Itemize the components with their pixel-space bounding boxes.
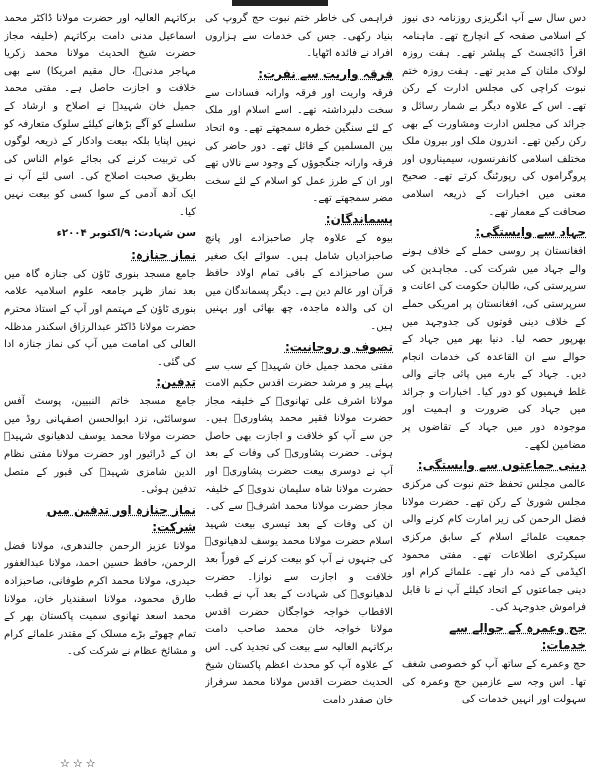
paragraph: فراہمی کی خاطر ختم نبوت حج گروپ کی بنیاد رکھی۔ جس کی خدمات سے ہزاروں افراد نے فائدہ اٹھایا۔ [205,13,393,60]
section-heading: نماز جنازہ: [131,247,196,262]
section-heading: دینی جماعتوں سے وابستگی: [417,458,586,473]
column-middle [205,10,393,762]
section-heading: پسماندگان: [325,211,393,226]
section-heading: حج وعمرہ کے حوالے سے خدمات: [449,621,586,652]
paragraph: فرقہ واریت اور فرقہ وارانہ فسادات سے سخت دلبرداشتہ تھے۔ اسے اسلام اور ملک کے لئے سنگین خطرہ سمجھتے تھے۔ وہ اتحاد بین المسلمین کے قائل تھے۔ دور حاضر کی فرقہ وارانہ جنگجوؤں کے وجود سے نالاں تھے اور ان کے طرز عمل کو اسلام کے لئے سخت مضر سمجھتے تھے۔ [205,87,393,205]
paragraph: عالمی مجلس تحفظ ختم نبوت کی مرکزی مجلس شوریٰ کے رکن تھے۔ حضرت مولانا فضل الرحمن کی زیر امارت کام کرنے والی جمعیت علمائے اسلام کے سابق مرکزی سیکرٹری اطلاعات تھے۔ مفتی محمود اکیڈمی کے ذمہ دار تھے۔ علمائے کرام اور دینی جماعتوں کے اتحاد کیلئے آپ نے نا قابل فراموش جدوجہد کی۔ [402,479,586,614]
paragraph: حج وعمرے کے ساتھ آپ کو خصوصی شغف تھا۔ اس وجہ سے عازمین حج وعمرہ کی سہولت اور انہیں خدمات کی [402,659,586,706]
section-heading: نماز جنازہ اور تدفین میں شرکت: [46,502,196,534]
paragraph: بیوہ کے علاوہ چار صاحبزادے اور پانچ صاحبزادیاں شامل ہیں۔ سوائے ایک صغیر سن صاحبزادے کے باقی تمام اولاد حافظ قرآن اور عالم دین ہے۔ دیگر پسماندگان میں ان کی والدہ ماجدہ، چھ بھائی اور بہنیں ہیں۔ [205,232,393,332]
section-heading: فرقہ واریت سے نفرت: [258,66,393,81]
paragraph: افغانستان پر روسی حملے کے خلاف ہونے والے جہاد میں شرکت کی۔ مجاہدین کی سرپرستی کی، طالبان حکومت کی اعانت و سرپرستی کی، افغانستان پر امریکی حملے کے خلاف دینی قوتوں کی جدوجہد میں بھرپور حصہ لیا۔ دنیا بھر میں جہاد کے حوالے سے ان القاعدہ کی خدمات انجام دیں۔ جہاد کے بارے میں پائی جانے والی غلط فہمیوں کو دور کیا۔ اخبارات و جرائد میں جہاد کی ضرورت و اہمیت اور موجودہ دور میں جہاد کے تقاضوں پر مضامین لکھے۔ [402,246,586,451]
page-top-rule [232,0,328,6]
column-right [402,10,586,762]
paragraph: دس سال سے آپ انگریزی روزنامہ دی نیوز کے اسلامی صفحہ کے انچارج تھے۔ ماہنامہ اقرأ ڈائجسٹ کے پبلشر تھے۔ ہفت روزہ لولاک ملتان کے مدیر تھے۔ ہفت روزہ ختم نبوت کراچی کی مجلس ادارت کے رکن تھے۔ اس کے علاوہ دیگر بے شمار رسائل و جرائد کی مجلس ادارت ومشاورت کے بھی رکن رکین تھے۔ اندرون ملک اور بیرون ملک مختلف اسلامی کانفرنسوں، سیمیناروں اور پروگراموں کی رپورٹنگ کرتے تھے۔ صحیح معنی میں اخبارات کے ذریعہ اسلامی صحافت کے معمار تھے۔ [402,13,586,218]
paragraph: جامع مسجد بنوری ٹاؤن کی جنازہ گاہ میں بعد نماز ظہر جامعہ علوم اسلامیہ علامہ بنوری ٹاؤن کے مہتمم اور آپ کے استاذ محترم حضرت مولانا ڈاکٹر عبدالرزاق اسکندر مدظلہ العالی کی امامت میں آپ کی نماز جنازہ ادا کی گئی۔ [4,268,196,368]
section-heading: تدفین: [156,375,196,390]
end-stars: ☆☆☆ [60,757,99,770]
section-heading: تصوف و روحانیت: [284,339,393,354]
paragraph: مولانا عزیز الرحمن جالندھری، مولانا فضل الرحمن، حافظ حسین احمد، مولانا عبدالغفور حیدری، مولانا محمد اکرم طوفانی، صاحبزادہ طارق محمود، مولانا اسفندیار خان، مولانا محمد اسعد تھانوی سمیت پاکستان بھر کے تمام چھوٹے بڑے مسلک کے مقتدر علمائے کرام و مشائخ عظام نے شرکت کی۔ [4,540,196,658]
paragraph: برکاتہم العالیہ اور حضرت مولانا ڈاکٹر محمد اسماعیل مدنی دامت برکاتہم (خلیفہ مجاز حضرت شیخ الحدیث مولانا محمد زکریا مہاجر مدنیؒ، حال مقیم امریکا) سے بھی خلافت و اجازت حاصل ہے۔ مفتی محمد جمیل خان شہیدؒ نے اصلاح و ارشاد کے سلسلے کو آگے بڑھانے کیلئے سلوک متعارفہ کو نہیں اپنایا بلکہ بیعت وادکار کے ذریعہ لوگوں کی تربیت کرنے کی بجائے عوام الناس کی بطریق صحبت اصلاح کی۔ اسی لئے آپ نے ایک آدھ آدمی کے سوا کسی کو بیعت نہیں کیا۔ [4,13,196,218]
date-line: سن شہادت: ۹/اکتوبر ۲۰۰۴ء [56,228,196,240]
column-left [4,10,196,762]
section-heading: جہاد سے وابستگی: [475,225,586,240]
paragraph: جامع مسجد خاتم النبیین، پوسٹ آفس سوسائٹی، نزد ابوالحسن اصفہانی روڈ میں حضرت مولانا محمد یوسف لدھیانوی شہیدؒ ان کے ڈرائیور اور حضرت مولانا مفتی نظام الدین شامزی شہیدؒ کی قبور کے متصل تدفین ہوئی۔ [4,396,196,496]
paragraph: مفتی محمد جمیل خان شہیدؒ کے سب سے پہلے پیر و مرشد حضرت اقدس حکیم الامت مولانا اشرف علی تھانویؒ کے خلیفہ مجاز حضرت مولانا فقیر محمد پشاوریؒ ہیں۔ جن سے آپ کو خلافت و اجازت بھی حاصل ہوئی۔ حضرت پشاوریؒ کی وفات کے بعد آپ نے دوسری بیعت حضرت پشاوریؒ اور حضرت مولانا شاہ سلیمان ندویؒ کے خلیفہ مجاز حضرت مولانا محمد اشرفؒ سے کی۔ ان کی وفات کے بعد تیسری بیعت شہید اسلام حضرت مولانا محمد یوسف لدھیانویؒ کی جنہوں نے آپ کو بیعت کرنے کے فوراً بعد خلافت و اجازت سے نوازا۔ حضرت لدھیانویؒ کی شہادت کے بعد آپ نے قطب الاقطاب خواجہ خواجگان حضرت اقدس مولانا خواجہ خان محمد صاحب دامت برکاتہم العالیہ سے بیعت کی تجدید کی۔ اس کے علاوہ آپ کو محدث اعظم پاکستان شیخ الحدیث حضرت اقدس مولانا محمد سرفراز خان صفدر دامت [205,360,393,706]
